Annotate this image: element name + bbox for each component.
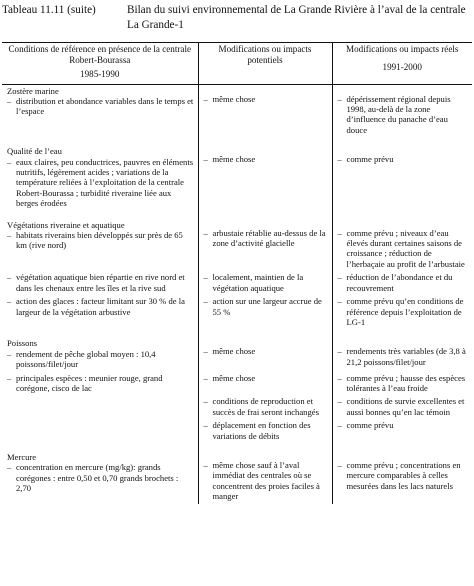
bullet-item: – même chose	[204, 154, 329, 164]
header-potential-impacts	[198, 43, 332, 85]
table-cell-real	[332, 145, 472, 218]
bullet-item: – localement, maintien de la végétation aquatique	[204, 272, 329, 293]
table-cell-potential	[198, 84, 332, 145]
table-row	[2, 395, 472, 419]
header-col1-years: 1985-1990	[80, 69, 120, 80]
bullet-item: – principales espèces : meunier rouge, grand corégone, cisco de lac	[7, 373, 195, 394]
section-category: Mercure	[7, 451, 37, 462]
table-cell-real	[332, 271, 472, 295]
table-row	[2, 372, 472, 396]
bullet-item: – concentration en mercure (mg/kg): grands corégones : entre 0,50 et 0,70 grands brochets : 2,70	[7, 462, 195, 493]
table-cell-real	[332, 295, 472, 337]
table-cell-real	[332, 395, 472, 419]
category-spacer	[338, 146, 470, 154]
category-spacer	[204, 452, 329, 460]
table-cell-ref	[2, 372, 198, 396]
table-cell-ref	[2, 271, 198, 295]
table-cell-potential	[198, 419, 332, 451]
bullet-item: – réduction de l’abondance et du recouvrement	[338, 272, 470, 293]
bullet-item: – habitats riverains bien développés sur près de 65 km (rive nord)	[7, 230, 195, 251]
bullet-item: – même chose	[204, 346, 329, 356]
bullet-item: – même chose sauf à l’aval immédiat des centrales où se concentrent des proies faciles à manger	[204, 460, 329, 502]
bullet-item: – même chose	[204, 373, 329, 383]
table-cell-potential	[198, 145, 332, 218]
table-cell-potential	[198, 372, 332, 396]
section-category: Zostère marine	[7, 85, 59, 96]
header-reference-conditions	[2, 43, 198, 85]
table-cell-real	[332, 337, 472, 371]
category-spacer	[204, 86, 329, 94]
bullet-item: – comme prévu	[338, 420, 470, 430]
table-row	[2, 145, 472, 218]
table-cell-potential	[198, 271, 332, 295]
table-cell-real	[332, 419, 472, 451]
header-col2-text: Modifications ou impacts potentiels	[218, 44, 312, 66]
table-cell-potential	[198, 219, 332, 272]
table-row	[2, 84, 472, 145]
bullet-item: – comme prévu ; niveaux d’eau élevés durant certaines saisons de croissance ; réduction de l’herbaçaie au profit de l’arbustaie	[338, 228, 470, 270]
bullet-item: – déplacement en fonction des variations de débits	[204, 420, 329, 441]
bullet-item: – comme prévu qu’en conditions de référence depuis l’exploitation de LG-1	[338, 296, 470, 327]
table-row	[2, 337, 472, 371]
table-title: Bilan du suivi environnemental de La Grande Rivière à l’aval de la centrale La Grande-1	[127, 4, 466, 31]
table-row	[2, 295, 472, 337]
category-spacer	[338, 220, 470, 228]
category-spacer	[204, 146, 329, 154]
table-cell-ref	[2, 84, 198, 145]
header-col3-text: Modifications ou impacts réels	[346, 44, 459, 54]
bullet-item: – conditions de survie excellentes et aussi bonnes qu’en lac témoin	[338, 396, 470, 417]
section-category: Végétations riveraine et aquatique	[7, 219, 125, 230]
header-col1-text: Conditions de référence en présence de la centrale Robert-Bourassa	[8, 44, 192, 66]
section-category: Qualité de l’eau	[7, 146, 62, 157]
bullet-item: – eaux claires, peu conductrices, pauvres en éléments nutritifs, légèrement acides ; variations de la température reliées à l’exploitation de la centrale Robert-Bourassa ; turbidité riveraine liée aux berges érodées	[7, 157, 195, 209]
table-cell-ref	[2, 295, 198, 337]
bullet-item: – même chose	[204, 94, 329, 104]
bullet-item: – action des glaces : facteur limitant sur 30 % de la largeur de la végétation arbustive	[7, 296, 195, 317]
table-cell-real	[332, 372, 472, 396]
table-label: Tableau 11.11 (suite)	[2, 4, 96, 16]
table-cell-potential	[198, 337, 332, 371]
header-real-impacts	[332, 43, 472, 85]
table-cell-potential	[198, 451, 332, 504]
category-spacer	[338, 86, 470, 94]
table-body	[2, 84, 472, 504]
table-cell-ref	[2, 419, 198, 451]
section-category: Poissons	[7, 338, 38, 349]
table-cell-potential	[198, 295, 332, 337]
bullet-item: – action sur une largeur accrue de 55 %	[204, 296, 329, 317]
table-row	[2, 419, 472, 451]
table-cell-ref	[2, 451, 198, 504]
table-cell-real	[332, 219, 472, 272]
category-spacer	[338, 452, 470, 460]
table-row	[2, 271, 472, 295]
bullet-item: – arbustaie rétablie au-dessus de la zone d’activité glacielle	[204, 228, 329, 249]
table-cell-ref	[2, 337, 198, 371]
table-cell-ref	[2, 395, 198, 419]
bullet-item: – dépérissement régional depuis 1998, au-delà de la zone d’influence du panache d’eau douce	[338, 94, 470, 136]
bullet-item: – comme prévu ; concentrations en mercure comparables à celles mesurées dans les lacs naturels	[338, 460, 470, 491]
table-cell-real	[332, 451, 472, 504]
bullet-item: – distribution et abondance variables dans le temps et l’espace	[7, 96, 195, 117]
bullet-item: – comme prévu	[338, 154, 470, 164]
category-spacer	[204, 220, 329, 228]
category-spacer	[204, 338, 329, 346]
bullet-item: – conditions de reproduction et succès de frai seront inchangés	[204, 396, 329, 417]
header-col3-years: 1991-2000	[382, 62, 422, 73]
table-cell-real	[332, 84, 472, 145]
table-cell-potential	[198, 395, 332, 419]
environmental-monitoring-table	[2, 42, 472, 504]
category-spacer	[338, 338, 470, 346]
table-cell-ref	[2, 219, 198, 272]
table-row	[2, 451, 472, 504]
bullet-item: – rendement de pêche global moyen : 10,4 poissons/filet/jour	[7, 349, 195, 370]
table-row	[2, 219, 472, 272]
table-cell-ref	[2, 145, 198, 218]
bullet-item: – comme prévu ; hausse des espèces tolérantes à l’eau froide	[338, 373, 470, 394]
table-header-row	[2, 43, 472, 85]
bullet-item: – rendements très variables (de 3,8 à 21,2 poissons/filet/jour	[338, 346, 470, 367]
bullet-item: – végétation aquatique bien répartie en rive nord et dans les chenaux entre les îles et la rive sud	[7, 272, 195, 293]
